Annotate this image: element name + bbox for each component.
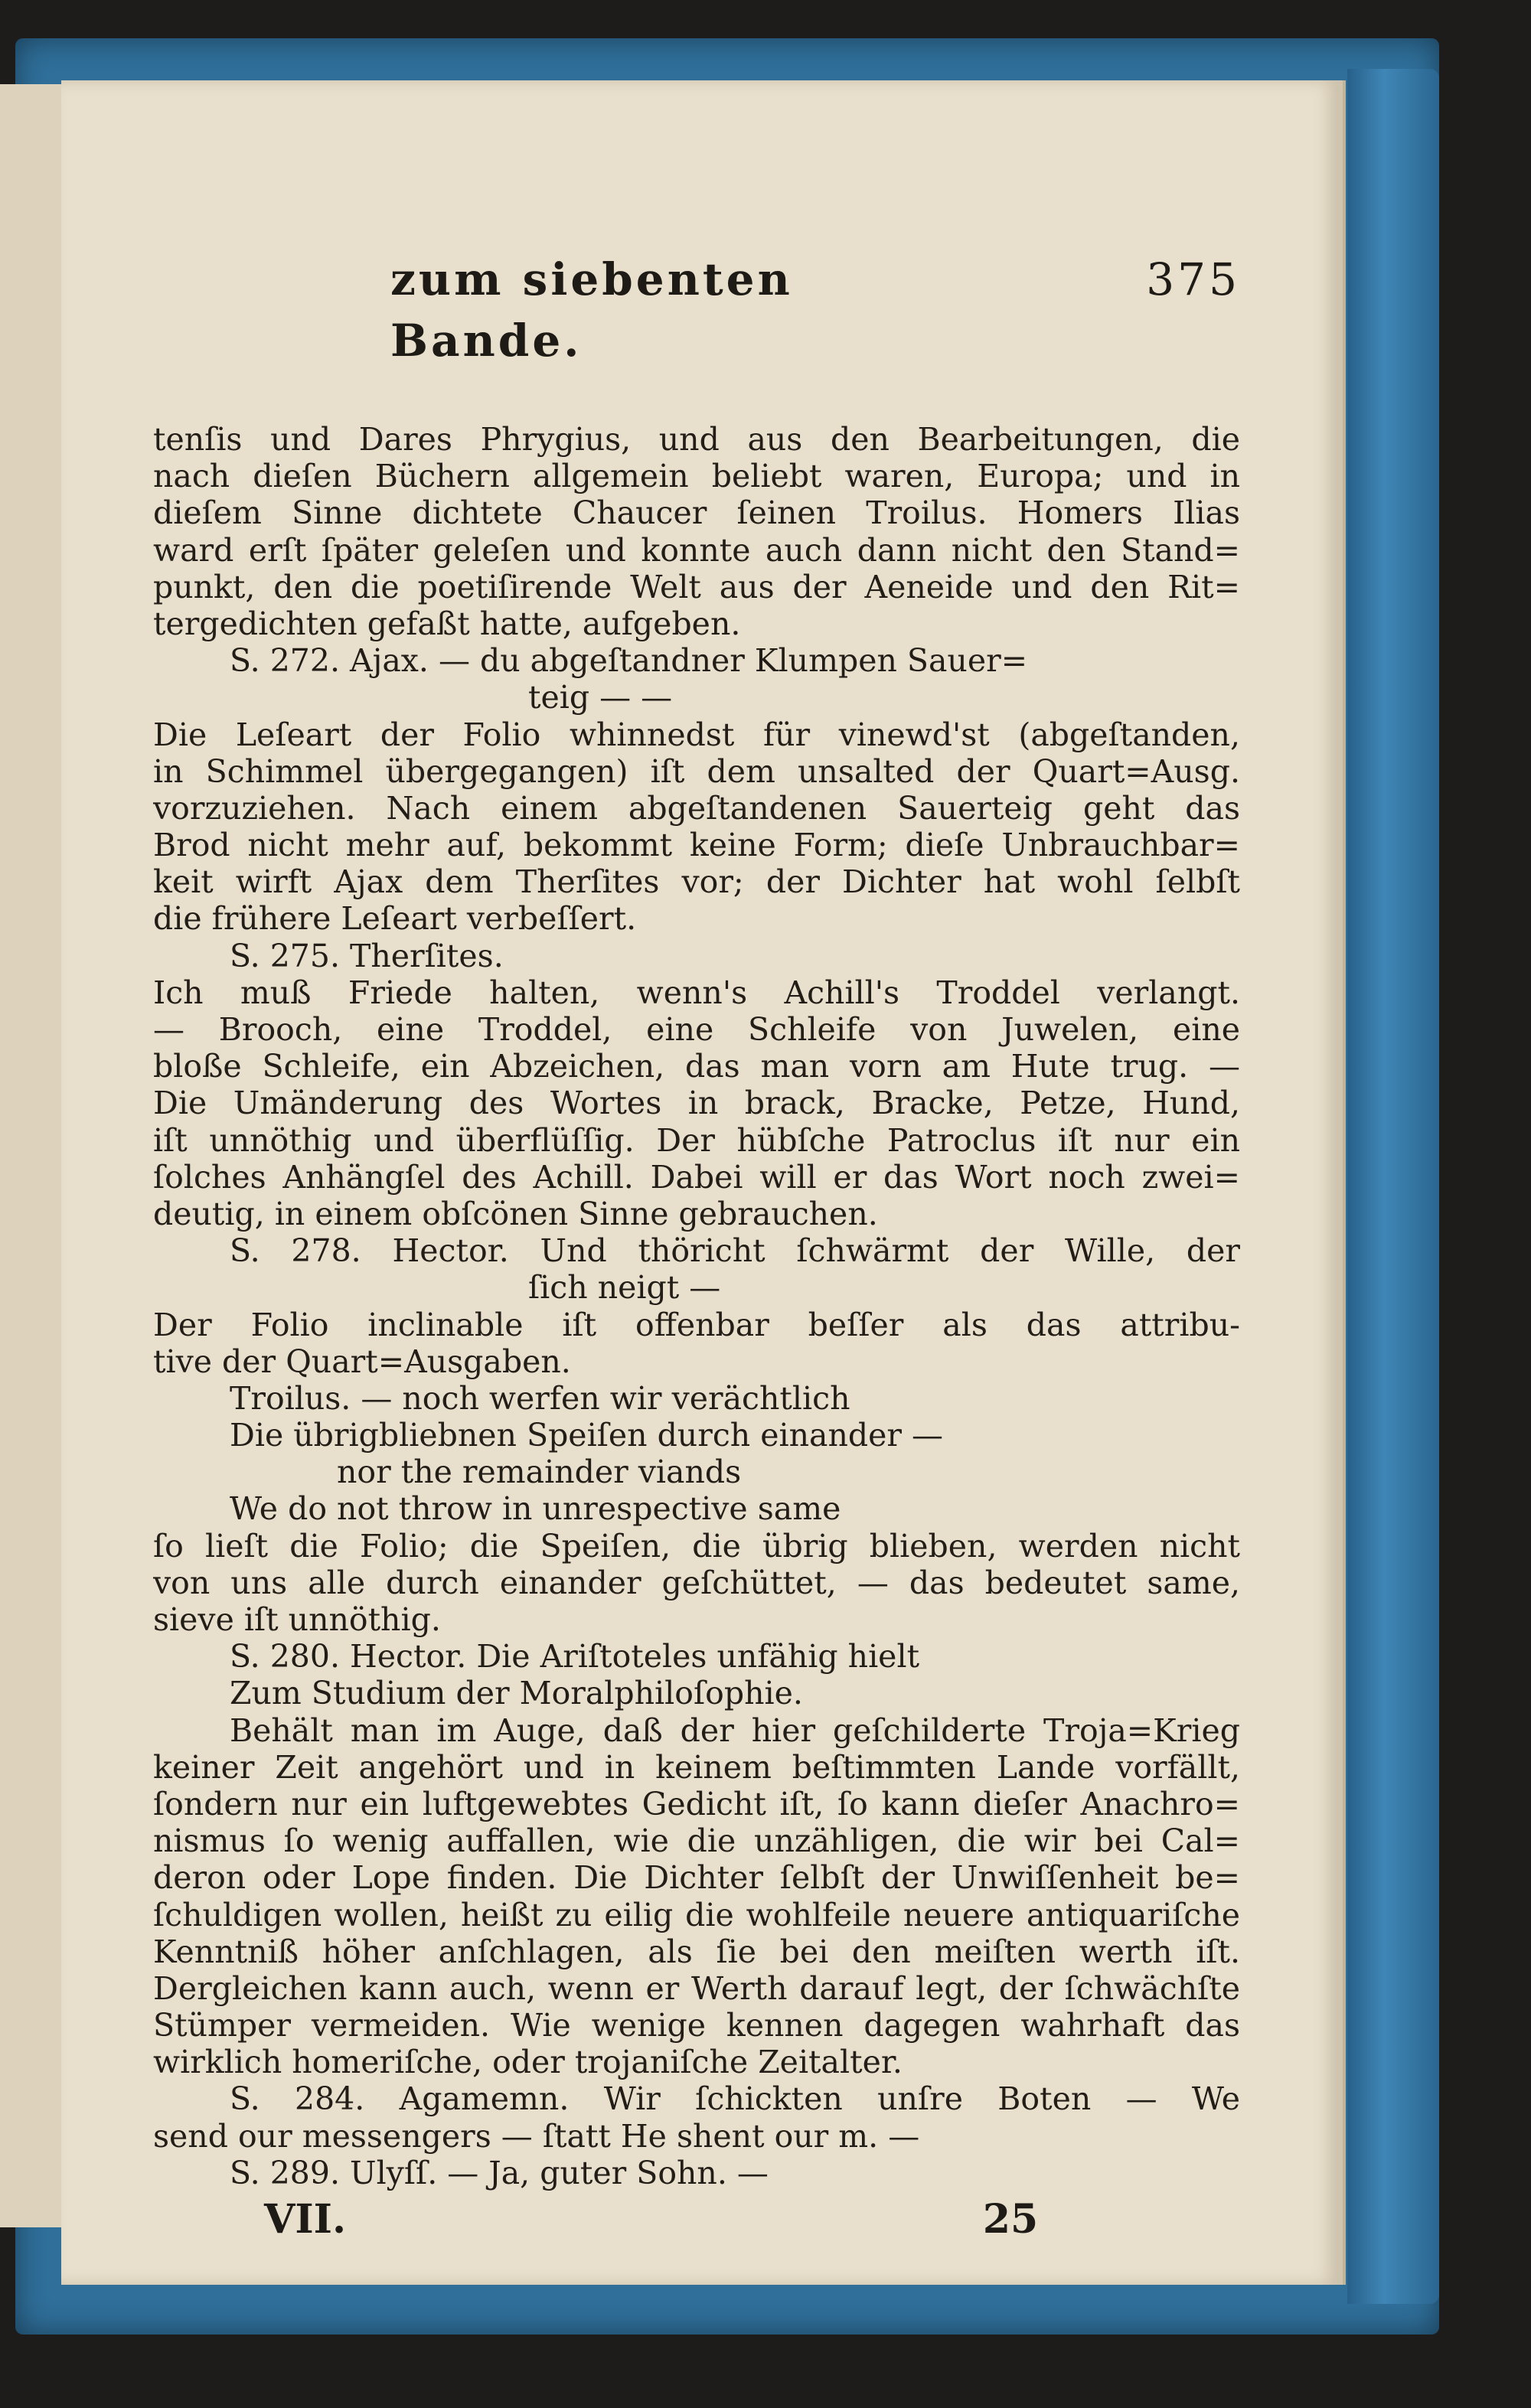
text-line: Behält man im Auge, daß der hier geſchilderte Troja=Krieg xyxy=(230,1711,1240,1749)
text-line: ſchuldigen wollen, heißt zu eilig die wohlfeile neuere antiquariſche xyxy=(153,1896,1240,1933)
text-line: — Brooch, eine Troddel, eine Schleife von Juwelen, eine xyxy=(153,1011,1240,1048)
left-page-edge xyxy=(0,84,64,2227)
text-line: tive der Quart=Ausgaben. xyxy=(153,1343,571,1380)
text-line: ſolches Anhängſel des Achill. Dabei will er das Wort noch zwei= xyxy=(153,1158,1240,1196)
text-line: Der Folio inclinable iſt offenbar beſſer als das attribu- xyxy=(153,1306,1240,1343)
text-line: ſich neigt — xyxy=(528,1269,721,1307)
text-line: S. 284. Agamemn. Wir ſchickten unſre Boten — We xyxy=(230,2080,1240,2118)
text-line: Die übrigbliebnen Speiſen durch einander — xyxy=(230,1417,943,1454)
text-line: iſt unnöthig und überflüſſig. Der hübſche Patroclus iſt nur ein xyxy=(153,1121,1240,1159)
page-number: 375 xyxy=(1146,253,1240,305)
text-line: nach dieſen Büchern allgemein beliebt waren, Europa; und in xyxy=(153,458,1240,495)
text-line: in Schimmel übergegangen) iſt dem unsalted der Quart=Ausg. xyxy=(153,752,1240,790)
text-line: Brod nicht mehr auf, bekommt keine Form; dieſe Unbrauchbar= xyxy=(153,827,1240,864)
text-line: deron oder Lope finden. Die Dichter ſelbſt der Unwiſſenheit be= xyxy=(153,1859,1240,1897)
text-line: Stümper vermeiden. Wie wenige kennen dagegen wahrhaft das xyxy=(153,2007,1240,2044)
text-line: S. 275. Therſites. xyxy=(230,937,504,974)
text-line: nor the remainder viands xyxy=(337,1454,742,1491)
text-line: S. 278. Hector. Und thöricht ſchwärmt der Wille, der xyxy=(230,1232,1240,1270)
gathering-number: 25 xyxy=(982,2196,1039,2243)
text-line: Die Umänderung des Wortes in brack, Bracke, Petze, Hund, xyxy=(153,1085,1240,1122)
body-text xyxy=(153,421,1240,2191)
text-line: Die Leſeart der Folio whinnedst für vinewd'st (abgeſtanden, xyxy=(153,716,1240,753)
text-line: S. 289. Ulyſſ. — Ja, guter Sohn. — xyxy=(230,2154,769,2191)
text-line: keit wirft Ajax dem Therſites vor; der Dichter hat wohl ſelbſt xyxy=(153,863,1240,901)
text-line: dieſem Sinne dichtete Chaucer ſeinen Troilus. Homers Ilias xyxy=(153,494,1240,532)
text-line: keiner Zeit angehört und in keinem beſtimmten Lande vorfällt, xyxy=(153,1748,1240,1786)
book-page xyxy=(61,80,1340,2285)
text-line: nismus ſo wenig auffallen, wie die unzähligen, die wir bei Cal= xyxy=(153,1822,1240,1860)
text-line: punkt, den die poetiſirende Welt aus der Aeneide und den Rit= xyxy=(153,568,1240,605)
text-line: teig — — xyxy=(528,679,673,716)
text-line: Dergleichen kann auch, wenn er Werth darauf legt, der ſchwächſte xyxy=(153,1969,1240,2007)
text-line: ſondern nur ein luftgewebtes Gedicht iſt, ſo kann dieſer Anachro= xyxy=(153,1785,1240,1822)
text-line: send our messengers — ſtatt He shent our m. — xyxy=(153,2117,920,2155)
text-line: deutig, in einem obſcönen Sinne gebrauchen. xyxy=(153,1195,878,1232)
text-line: sieve iſt unnöthig. xyxy=(153,1601,441,1638)
text-line: Kenntniß höher anſchlagen, als ſie bei den meiſten werth iſt. xyxy=(153,1933,1240,1970)
text-line: Zum Studium der Moralphiloſophie. xyxy=(230,1675,803,1712)
running-head: zum siebenten Bande. xyxy=(390,253,793,367)
text-line: wirklich homeriſche, oder trojaniſche Zeitalter. xyxy=(153,2044,903,2081)
text-line: We do not throw in unrespective same xyxy=(230,1490,841,1528)
text-line: bloße Schleife, ein Abzeichen, das man vorn am Hute trug. — xyxy=(153,1048,1240,1085)
text-line: vorzuziehen. Nach einem abgeſtandenen Sauerteig geht das xyxy=(153,789,1240,827)
signature-mark: VII. xyxy=(264,2196,347,2243)
text-line: tenſis und Dares Phrygius, und aus den Bearbeitungen, die xyxy=(153,421,1240,458)
text-line: die frühere Leſeart verbeſſert. xyxy=(153,900,637,938)
text-line: Troilus. — noch werfen wir verächtlich xyxy=(230,1379,850,1417)
cover-edge xyxy=(1347,69,1439,2304)
text-line: S. 280. Hector. Die Ariſtoteles unfähig hielt xyxy=(230,1638,920,1675)
text-line: tergedichten gefaßt hatte, aufgeben. xyxy=(153,605,741,642)
text-line: Ich muß Friede halten, wenn's Achill's Troddel verlangt. xyxy=(153,974,1240,1011)
text-line: ward erſt ſpäter geleſen und konnte auch dann nicht den Stand= xyxy=(153,531,1240,569)
text-line: von uns alle durch einander geſchüttet, — das bedeutet same, xyxy=(153,1564,1240,1601)
text-line: S. 272. Ajax. — du abgeſtandner Klumpen Sauer= xyxy=(230,642,1028,680)
text-line: ſo lieſt die Folio; die Speiſen, die übrig blieben, werden nicht xyxy=(153,1527,1240,1565)
